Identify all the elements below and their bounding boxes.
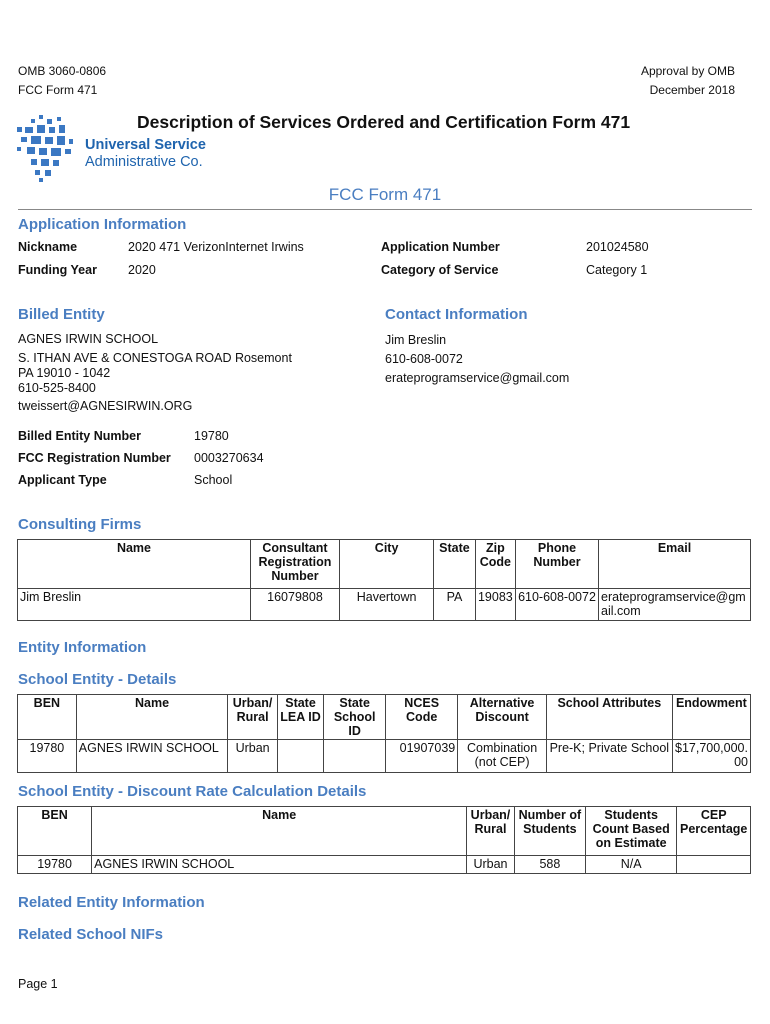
col-count-estimate: Students Count Based on Estimate	[585, 807, 676, 856]
nickname-label: Nickname	[18, 240, 78, 254]
cell-count-estimate: N/A	[585, 856, 676, 874]
col-name: Name	[18, 540, 251, 589]
col-endowment: Endowment	[672, 695, 750, 740]
col-ben: BEN	[18, 807, 92, 856]
col-nces-code: NCES Code	[386, 695, 458, 740]
col-city: City	[340, 540, 434, 589]
cell-num-students: 588	[514, 856, 585, 874]
nickname-value: 2020 471 VerizonInternet Irwins	[128, 240, 304, 254]
cell-name: AGNES IRWIN SCHOOL	[92, 856, 467, 874]
billed-entity-phone: 610-525-8400	[18, 381, 96, 395]
cell-nces-code: 01907039	[386, 740, 458, 773]
usac-logo	[17, 115, 217, 185]
category-value: Category 1	[586, 263, 648, 277]
discount-rate-table	[17, 806, 751, 874]
cell-endowment: $17,700,000.00	[672, 740, 750, 773]
fcc-registration-label: FCC Registration Number	[18, 451, 171, 465]
cell-cep-percentage	[677, 856, 751, 874]
col-name: Name	[92, 807, 467, 856]
col-registration: Consultant Registration Number	[250, 540, 339, 589]
contact-info-heading: Contact Information	[385, 306, 528, 323]
app-number-value: 201024580	[586, 240, 649, 254]
col-state: State	[434, 540, 476, 589]
cell-alt-discount: Combination (not CEP)	[458, 740, 547, 773]
cell-email: erateprogramservice@gmail.com	[599, 589, 751, 621]
form-number: FCC Form 471	[18, 83, 98, 97]
table-row	[18, 856, 751, 874]
application-info-heading: Application Information	[18, 216, 187, 233]
cell-state-lea-id	[277, 740, 323, 773]
cell-school-attributes: Pre-K; Private School	[546, 740, 672, 773]
header-divider	[18, 209, 752, 210]
billed-entity-email: tweissert@AGNESIRWIN.ORG	[18, 399, 193, 413]
contact-email: erateprogramservice@gmail.com	[385, 371, 570, 385]
cell-ben: 19780	[18, 856, 92, 874]
cell-city: Havertown	[340, 589, 434, 621]
usac-logo-mark-icon	[17, 115, 83, 183]
category-label: Category of Service	[381, 263, 499, 277]
cell-state: PA	[434, 589, 476, 621]
col-zip: Zip Code	[475, 540, 515, 589]
col-ben: BEN	[18, 695, 77, 740]
billed-entity-address2: PA 19010 - 1042	[18, 366, 111, 380]
cell-state-school-id	[324, 740, 386, 773]
col-phone: Phone Number	[515, 540, 598, 589]
contact-phone: 610-608-0072	[385, 352, 463, 366]
col-state-lea-id: State LEA ID	[277, 695, 323, 740]
col-name: Name	[76, 695, 228, 740]
col-cep-percentage: CEP Percentage	[677, 807, 751, 856]
omb-number: OMB 3060-0806	[18, 64, 107, 78]
fcc-registration-number: 0003270634	[194, 451, 264, 465]
cell-name: Jim Breslin	[18, 589, 251, 621]
discount-rate-heading: School Entity - Discount Rate Calculation Details	[18, 783, 367, 800]
consulting-firms-table	[17, 539, 751, 621]
funding-year-label: Funding Year	[18, 263, 97, 277]
col-email: Email	[599, 540, 751, 589]
school-entity-table	[17, 694, 751, 773]
col-state-school-id: State School ID	[324, 695, 386, 740]
col-urban-rural: Urban/ Rural	[467, 807, 515, 856]
logo-line2: Administrative Co.	[85, 154, 203, 170]
contact-name: Jim Breslin	[385, 333, 447, 347]
approval-text: Approval by OMB	[640, 64, 735, 78]
cell-zip: 19083	[475, 589, 515, 621]
table-header-row	[18, 807, 751, 856]
cell-name: AGNES IRWIN SCHOOL	[76, 740, 228, 773]
approval-date: December 2018	[649, 83, 735, 97]
cell-ben: 19780	[18, 740, 77, 773]
logo-line1: Universal Service	[85, 137, 206, 153]
cell-phone: 610-608-0072	[515, 589, 598, 621]
funding-year-value: 2020	[128, 263, 156, 277]
col-alt-discount: Alternative Discount	[458, 695, 547, 740]
applicant-type-label: Applicant Type	[18, 473, 107, 487]
form-title: FCC Form 471	[328, 185, 442, 204]
consulting-firms-heading: Consulting Firms	[18, 516, 142, 533]
billed-entity-name: AGNES IRWIN SCHOOL	[18, 332, 159, 346]
cell-registration: 16079808	[250, 589, 339, 621]
billed-entity-heading: Billed Entity	[18, 306, 105, 323]
related-nifs-heading: Related School NIFs	[18, 926, 164, 943]
app-number-label: Application Number	[381, 240, 500, 254]
related-entity-heading: Related Entity Information	[18, 894, 205, 911]
billed-entity-address1: S. ITHAN AVE & CONESTOGA ROAD Rosemont	[18, 351, 292, 365]
table-header-row	[18, 540, 751, 589]
table-row	[18, 589, 751, 621]
col-school-attributes: School Attributes	[546, 695, 672, 740]
table-row	[18, 740, 751, 773]
applicant-type-value: School	[194, 473, 233, 487]
col-num-students: Number of Students	[514, 807, 585, 856]
cell-urban-rural: Urban	[467, 856, 515, 874]
table-header-row	[18, 695, 751, 740]
col-urban-rural: Urban/ Rural	[228, 695, 277, 740]
school-entity-details-heading: School Entity - Details	[18, 671, 177, 688]
billed-entity-number: 19780	[194, 429, 229, 443]
billed-entity-number-label: Billed Entity Number	[18, 429, 141, 443]
entity-info-heading: Entity Information	[18, 639, 147, 656]
page-number: Page 1	[18, 977, 58, 991]
document-title: Description of Services Ordered and Certification Form 471	[137, 112, 631, 132]
cell-urban-rural: Urban	[228, 740, 277, 773]
